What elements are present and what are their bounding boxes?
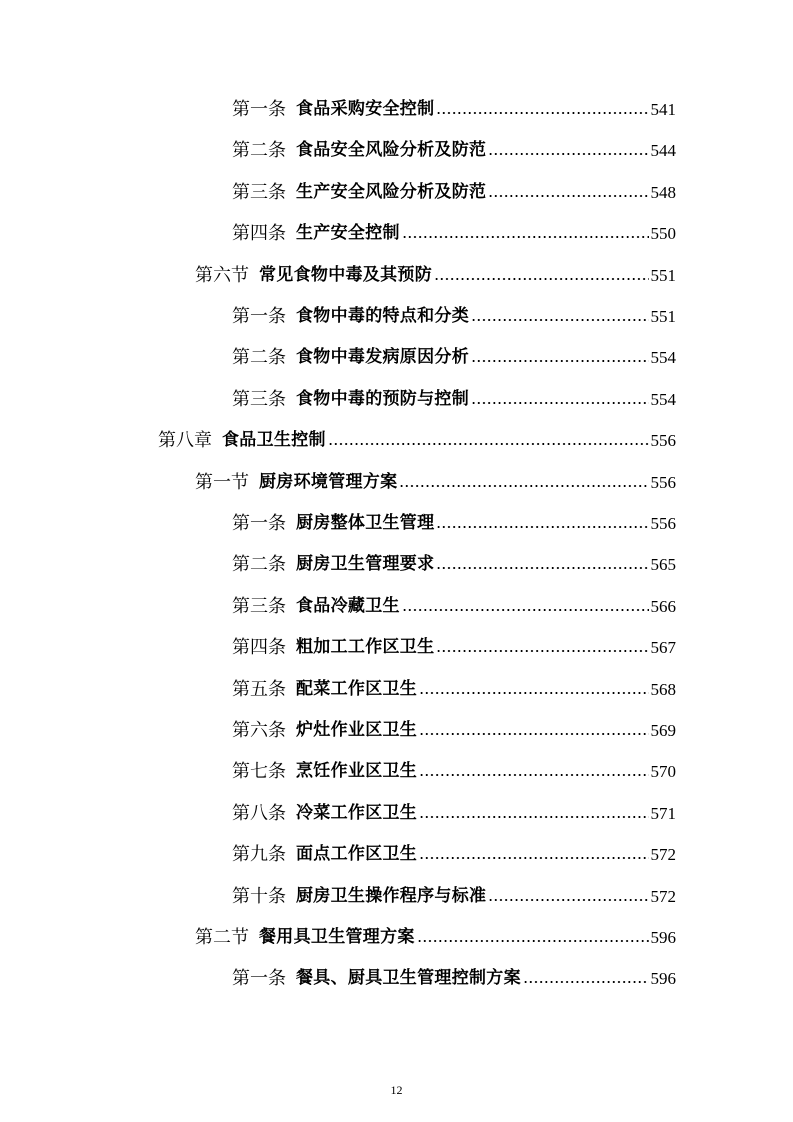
toc-entry[interactable]	[232, 792, 676, 822]
toc-entry-title: 厨房整体卫生管理	[296, 513, 435, 533]
toc-entry-page: 596	[650, 969, 676, 989]
toc-dot-leader	[402, 236, 649, 238]
toc-entry-page: 551	[650, 307, 676, 326]
toc-entry-title: 食品采购安全控制	[296, 99, 435, 119]
toc-entry[interactable]	[195, 254, 676, 284]
toc-entry-page: 571	[650, 803, 676, 823]
toc-entry-page: 556	[650, 514, 676, 533]
toc-entry-number: 第九条	[232, 844, 286, 865]
toc-dot-leader	[419, 692, 648, 694]
toc-entry-number: 第六条	[232, 720, 286, 740]
toc-entry[interactable]	[232, 378, 676, 408]
toc-entry-number: 第四条	[232, 223, 286, 244]
toc-entry-title: 配菜工作区卫生	[296, 678, 418, 699]
toc-entry-page: 554	[650, 389, 676, 409]
toc-entry[interactable]	[232, 585, 676, 615]
toc-dot-leader	[436, 112, 648, 114]
toc-dot-leader	[399, 485, 648, 487]
toc-entry-title: 食品卫生控制	[222, 430, 326, 451]
toc-entry-number: 第七条	[232, 761, 286, 782]
toc-dot-leader	[328, 443, 649, 445]
toc-dot-leader	[436, 526, 648, 528]
toc-dot-leader	[488, 195, 648, 197]
toc-dot-leader	[417, 940, 649, 942]
toc-entry-number: 第八章	[158, 430, 212, 451]
toc-dot-leader	[436, 650, 648, 652]
toc-entry-title: 常见食物中毒及其预防	[259, 264, 432, 285]
toc-entry[interactable]	[232, 750, 676, 780]
toc-entry-number: 第三条	[232, 595, 286, 616]
toc-entry-page: 550	[650, 224, 676, 244]
toc-dot-leader	[419, 857, 648, 859]
toc-entry[interactable]	[232, 709, 676, 739]
toc-entry[interactable]	[232, 295, 676, 325]
toc-dot-leader	[523, 981, 649, 983]
toc-entry-title: 生产安全风险分析及防范	[296, 181, 487, 202]
toc-dot-leader	[419, 733, 648, 735]
toc-entry-number: 第八条	[232, 802, 286, 823]
toc-entry-number: 第十条	[232, 885, 286, 906]
toc-entry[interactable]	[232, 212, 676, 242]
toc-entry-page: 556	[650, 431, 676, 451]
toc-entry[interactable]	[232, 875, 676, 905]
toc-entry-page: 565	[650, 555, 676, 575]
toc-entry-title: 厨房卫生管理要求	[296, 554, 435, 575]
toc-entry-title: 厨房环境管理方案	[259, 471, 398, 492]
toc-entry[interactable]	[158, 419, 676, 449]
toc-entry-title: 烹饪作业区卫生	[296, 761, 418, 782]
toc-entry-number: 第六节	[195, 264, 249, 285]
toc-entry-number: 第一条	[232, 306, 286, 326]
toc-entry-title: 食物中毒的预防与控制	[296, 388, 469, 409]
toc-entry[interactable]	[232, 336, 676, 366]
toc-dot-leader	[471, 360, 649, 362]
toc-entry-page: 570	[650, 762, 676, 782]
toc-entry-title: 冷菜工作区卫生	[296, 802, 418, 823]
toc-dot-leader	[419, 816, 648, 818]
toc-entry-number: 第二节	[195, 927, 249, 947]
toc-dot-leader	[471, 319, 649, 321]
toc-dot-leader	[419, 774, 648, 776]
toc-entry-number: 第二条	[232, 554, 286, 575]
toc-entry[interactable]	[232, 129, 676, 159]
toc-entry-page: 596	[650, 928, 676, 947]
toc-entry[interactable]	[232, 171, 676, 201]
toc-dot-leader	[471, 402, 649, 404]
toc-entry[interactable]	[232, 626, 676, 656]
toc-entry-title: 生产安全控制	[296, 223, 400, 244]
toc-entry-page: 551	[650, 265, 676, 285]
toc-entry-title: 食品冷藏卫生	[296, 595, 400, 616]
toc-entry-title: 食物中毒的特点和分类	[296, 306, 469, 326]
toc-entry-title: 食物中毒发病原因分析	[296, 347, 469, 368]
toc-entry-page: 568	[650, 679, 676, 699]
toc-entry-page: 572	[650, 845, 676, 865]
toc-entry-number: 第二条	[232, 140, 286, 161]
toc-dot-leader	[436, 567, 648, 569]
toc-entry-page: 544	[650, 141, 676, 161]
toc-entry-number: 第四条	[232, 637, 286, 658]
toc-entry-number: 第一节	[195, 471, 249, 492]
toc-entry-number: 第五条	[232, 678, 286, 699]
toc-entry[interactable]	[232, 668, 676, 698]
toc-entry-number: 第一条	[232, 968, 286, 989]
toc-dot-leader	[488, 153, 648, 155]
toc-entry-title: 厨房卫生操作程序与标准	[296, 885, 487, 906]
toc-entry[interactable]	[195, 916, 676, 946]
toc-entry-number: 第三条	[232, 388, 286, 409]
toc-dot-leader	[488, 899, 648, 901]
toc-dot-leader	[402, 609, 649, 611]
toc-entry[interactable]	[195, 461, 676, 491]
toc-entry[interactable]	[232, 543, 676, 573]
toc-entry-page: 572	[650, 886, 676, 906]
toc-entry-number: 第一条	[232, 99, 286, 119]
toc-entry-page: 556	[650, 472, 676, 492]
toc-entry-page: 541	[650, 100, 676, 119]
toc-entry-number: 第三条	[232, 181, 286, 202]
toc-entry-title: 食品安全风险分析及防范	[296, 140, 487, 161]
toc-entry[interactable]	[232, 502, 676, 532]
toc-entry-page: 554	[650, 348, 676, 368]
toc-entry-page: 567	[650, 638, 676, 658]
toc-dot-leader	[434, 278, 649, 280]
toc-entry-number: 第一条	[232, 513, 286, 533]
page-number: 12	[390, 1083, 403, 1097]
toc-entry[interactable]	[232, 833, 676, 863]
toc-entry-page: 566	[650, 596, 676, 616]
toc-entry-page: 569	[650, 721, 676, 740]
toc-entry[interactable]	[232, 88, 676, 118]
toc-entry-number: 第二条	[232, 347, 286, 368]
toc-entry-title: 炉灶作业区卫生	[296, 720, 418, 740]
toc-entry-page: 548	[650, 182, 676, 202]
toc-entry-title: 餐用具卫生管理方案	[259, 927, 415, 947]
toc-entry-title: 餐具、厨具卫生管理控制方案	[296, 968, 521, 989]
toc-entry-title: 粗加工工作区卫生	[296, 637, 435, 658]
toc-entry-title: 面点工作区卫生	[296, 844, 418, 865]
toc-entry[interactable]	[232, 957, 676, 987]
